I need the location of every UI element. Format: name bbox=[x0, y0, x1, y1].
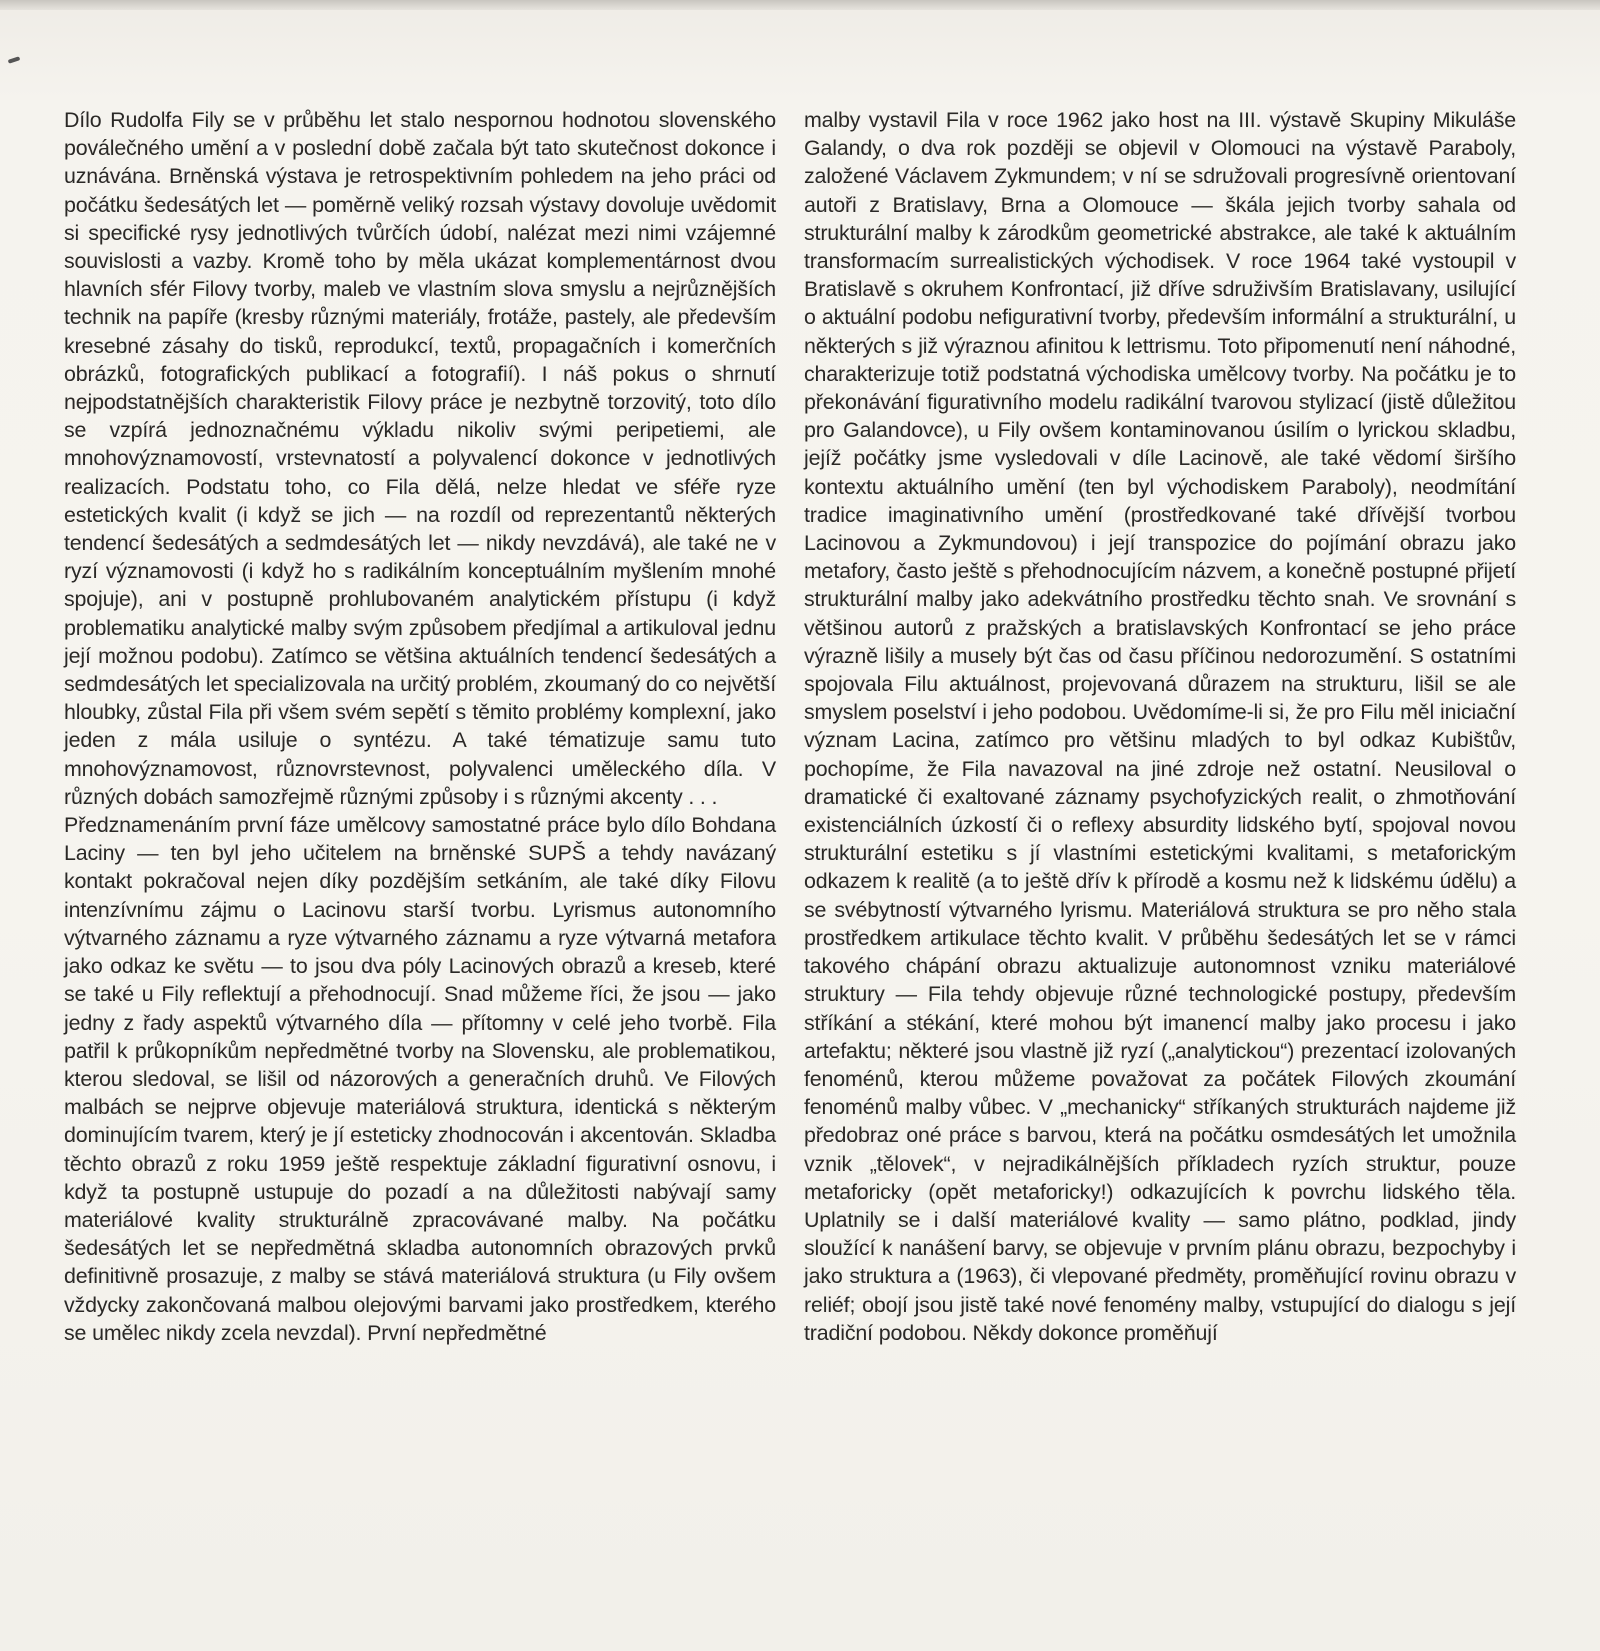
right-paragraph-1: malby vystavil Fila v roce 1962 jako host na III. výstavě Skupiny Mikuláše Galandy, o dva rok později se objevil v Olomouci na výstavě Paraboly, založené Václavem Zykmundem; v ní se sdružovali progresívně orientovaní autoři z Bratislavy, Brna a Olomouce — škála jejich tvorby sahala od strukturální malby k zárodkům geometrické abstrakce, ale také k aktuálním transformacím surrealistických východisek. V roce 1964 také vystoupil v Bratislavě s okruhem Konfrontací, již dříve sdruživším Bratislavany, usilující o aktuální podobu nefigurativní tvorby, především informální a strukturální, u některých s již výraznou afinitou k lettrismu. Toto připomenutí není náhodné, charakterizuje totiž podstatná východiska umělcovy tvorby. Na počátku je to překonávání figurativního modelu radikální tvarovou stylizací (jistě důležitou pro Galandovce), u Fily ovšem kontaminovanou úsilím o lyrickou skladbu, jejíž počátky jsme vysledovali v díle Lacinově, ale také vědomí širšího kontextu aktuálního umění (ten byl východiskem Paraboly), neodmítání tradice imaginativního umění (prostředkované také dřívější tvorbou Lacinovou a Zykmundovou) i její transpozice do pojímání obrazu jako metafory, často ještě s přehodnocujícím názvem, a konečně postupné přijetí strukturální malby jako adekvátního prostředku těchto snah. Ve srovnání s většinou autorů z pražských a bratislavských Konfrontací se jeho práce výrazně lišily a musely být čas od času příčinou nedorozumění. S ostatními spojovala Filu aktuálnost, projevovaná důrazem na strukturu, lišil se ale smyslem poselství i jeho podobou. Uvědomíme-li si, že pro Filu měl iniciační význam Lacina, zatímco pro většinu mladých to byl odkaz Kubištův, pochopíme, že Fila navazoval na jiné zdroje než ostatní. Neusiloval o dramatické či exaltované záznamy psychofyzických realit, o zhmotňování existenciálních úzkostí či o reflexy absurdity lidského bytí, spojoval novou strukturální estetiku s jí vlastními estetickými kvalitami, s metaforickým odkazem k realitě (a to ještě dřív k přírodě a kosmu než k lidskému údělu) a se svébytností výtvarného lyrismu. Materiálová struktura se pro něho stala prostředkem artikulace těchto kvalit. V průběhu šedesátých let se v rámci takového chápání obrazu aktualizuje autonomnost vzniku materiálové struktury — Fila tehdy objevuje různé technologické postupy, především stříkání a stékání, které mohou být imanencí malby jako procesu i jako artefaktu; některé jsou vlastně již ryzí („analytickou“) prezentací izolovaných fenoménů, kterou můžeme považovat za počátek Filových zkoumání fenoménů malby vůbec. V „mechanicky“ stříkaných strukturách najdeme již předobraz oné práce s barvou, která na počátku osmdesátých let umožnila vznik „tělovek“, v nejradikálnějších příkladech ryzích struktur, pouze metaforicky (opět metaforicky!) odkazujících k povrchu lidského těla. Uplatnily se i další materiálové kvality — samo plátno, podklad, jindy sloužící k nanášení barvy, se objevuje v prvním plánu obrazu, bezpochyby i jako struktura a (1963), či vlepované předměty, proměňující rovinu obrazu v reliéf; obojí jsou jistě také nové fenomény malby, vstupující do dialogu s její tradiční podobou. Někdy dokonce proměňují bbox=[804, 108, 1516, 1345]
right-text-column bbox=[804, 106, 1516, 1347]
page-top-edge bbox=[0, 0, 1600, 10]
left-paragraph-2: Předznamenáním první fáze umělcovy samostatné práce bylo dílo Bohdana Laciny — ten byl jeho učitelem na brněnské SUPŠ a tehdy navázaný kontakt pokračoval nejen díky pozdějším setkáním, ale také díky Filovu intenzívnímu zájmu o Lacinovu starší tvorbu. Lyrismus autonomního výtvarného záznamu a ryze výtvarného záznamu a ryze výtvarná metafora jako odkaz ke světu — to jsou dva póly Lacinových obrazů a kreseb, které se také u Fily reflektují a přehodnocují. Snad můžeme říci, že jsou — jako jedny z řady aspektů výtvarného díla — přítomny v celé jeho tvorbě. Fila patřil k průkopníkům nepředmětné tvorby na Slovensku, ale problematikou, kterou sledoval, se lišil od názorových a generačních druhů. Ve Filových malbách se nejprve objevuje materiálová struktura, identická s některým dominujícím tvarem, který je jí esteticky zhodnocován i akcentován. Skladba těchto obrazů z roku 1959 ještě respektuje základní figurativní osnovu, i když ta postupně ustupuje do pozadí a na důležitosti nabývají samy materiálové kvality strukturálně zpracovávané malby. Na počátku šedesátých let se nepředmětná skladba autonomních obrazových prvků definitivně prosazuje, z malby se stává materiálová struktura (u Fily ovšem vždycky zakončovaná malbou olejovými barvami jako prostředkem, kterého se umělec nikdy zcela nevzdal). První nepředmětné bbox=[64, 813, 776, 1345]
left-paragraph-1: Dílo Rudolfa Fily se v průběhu let stalo nespornou hodnotou slovenského poválečného umění a v poslední době začala být tato skutečnost dokonce i uznávána. Brněnská výstava je retrospektivním pohledem na jeho práci od počátku šedesátých let — poměrně veliký rozsah výstavy dovoluje uvědomit si specifické rysy jednotlivých tvůrčích údobí, nalézat mezi nimi vzájemné souvislosti a vazby. Kromě toho by měla ukázat komplementárnost dvou hlavních sfér Filovy tvorby, maleb ve vlastním slova smyslu a nejrůznějších technik na papíře (kresby různými materiály, frotáže, pastely, ale především kresebné zásahy do tisků, reprodukcí, textů, propagačních i komerčních obrázků, fotografických publikací a fotografií). I náš pokus o shrnutí nejpodstatnějších charakteristik Filovy práce je nezbytně torzovitý, toto dílo se vzpírá jednoznačnému výkladu nikoliv svými peripetiemi, ale mnohovýznamovostí, vrstevnatostí a polyvalencí dokonce v jednotlivých realizacích. Podstatu toho, co Fila dělá, nelze hledat ve sféře ryze estetických kvalit (i když se jich — na rozdíl od reprezentantů některých tendencí šedesátých a sedmdesátých let — nikdy nevzdává), ale také ne v ryzí významovosti (i když ho s radikálním konceptuálním myšlením mnohé spojuje), ani v postupně prohlubovaném analytickém přístupu (i když problematiku analytické malby svým způsobem předjímal a artikuloval jednu její možnou podobu). Zatímco se většina aktuálních tendencí šedesátých a sedmdesátých let specializovala na určitý problém, zkoumaný do co největší hloubky, zůstal Fila při všem svém sepětí s těmito problémy komplexní, jako jeden z mála usiluje o syntézu. A také tématizuje samu tuto mnohovýznamovost, různovrstevnost, polyvalenci uměleckého díla. V různých dobách samozřejmě různými způsoby i s různými akcenty . . . bbox=[64, 108, 776, 809]
corner-ink-mark bbox=[8, 56, 21, 64]
left-text-column bbox=[64, 106, 776, 1347]
